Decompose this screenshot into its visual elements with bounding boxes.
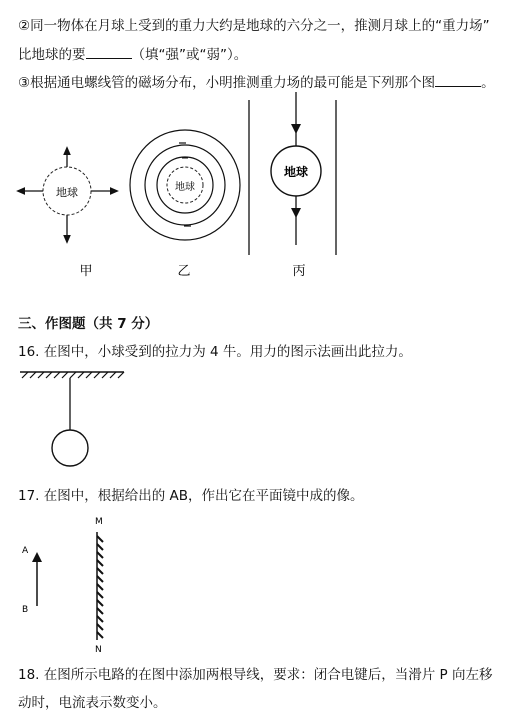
fig-label-yi: 乙	[177, 264, 191, 279]
mirror-hatch	[97, 536, 103, 638]
q15-line2c-text: （填“强”或“弱”）。	[131, 47, 248, 63]
jia-earth-label: 地球	[56, 186, 78, 199]
q17-figure	[22, 517, 103, 655]
q16-figure	[20, 372, 124, 466]
section-title: 三、作图题（共 7 分）	[18, 316, 159, 332]
figure-jia	[20, 150, 115, 240]
figure-yi	[130, 130, 240, 240]
label-a: A	[22, 546, 29, 556]
label-b: B	[22, 605, 29, 615]
q15-line3-end: 。	[481, 75, 495, 91]
label-n: N	[95, 645, 102, 655]
yi-earth-label: 地球	[175, 182, 195, 193]
bing-arrow-top	[291, 124, 301, 134]
bing-earth-label: 地球	[283, 165, 309, 179]
q18-line2: 动时，电流表示数变小。	[18, 695, 167, 711]
q17-text: 17. 在图中，根据给出的 AB，作出它在平面镜中成的像。	[18, 488, 364, 504]
fig-label-bing: 丙	[292, 264, 306, 279]
q16-text: 16. 在图中，小球受到的拉力为 4 牛。用力的图示法画出此拉力。	[18, 344, 412, 360]
ball-circle	[52, 430, 88, 466]
q15-line2-text: ②同一物体在月球上受到的重力大约是地球的六分之一，推测月球上的“重力场”	[18, 18, 490, 34]
figure-bing	[249, 92, 336, 255]
object-arrowhead	[32, 552, 42, 562]
label-m: M	[95, 517, 103, 527]
bing-arrow-bottom	[291, 208, 301, 218]
q18-line1: 18. 在图所示电路的在图中添加两根导线，要求：闭合电键后，当滑片 P 向左移	[18, 667, 493, 683]
q15-line2b-text: 比地球的要	[18, 47, 86, 63]
fig-label-jia: 甲	[79, 264, 93, 279]
ceiling-hatch	[22, 372, 124, 378]
q15-line3-text: ③根据通电螺线管的磁场分布，小明推测重力场的最可能是下列那个图	[18, 75, 436, 91]
